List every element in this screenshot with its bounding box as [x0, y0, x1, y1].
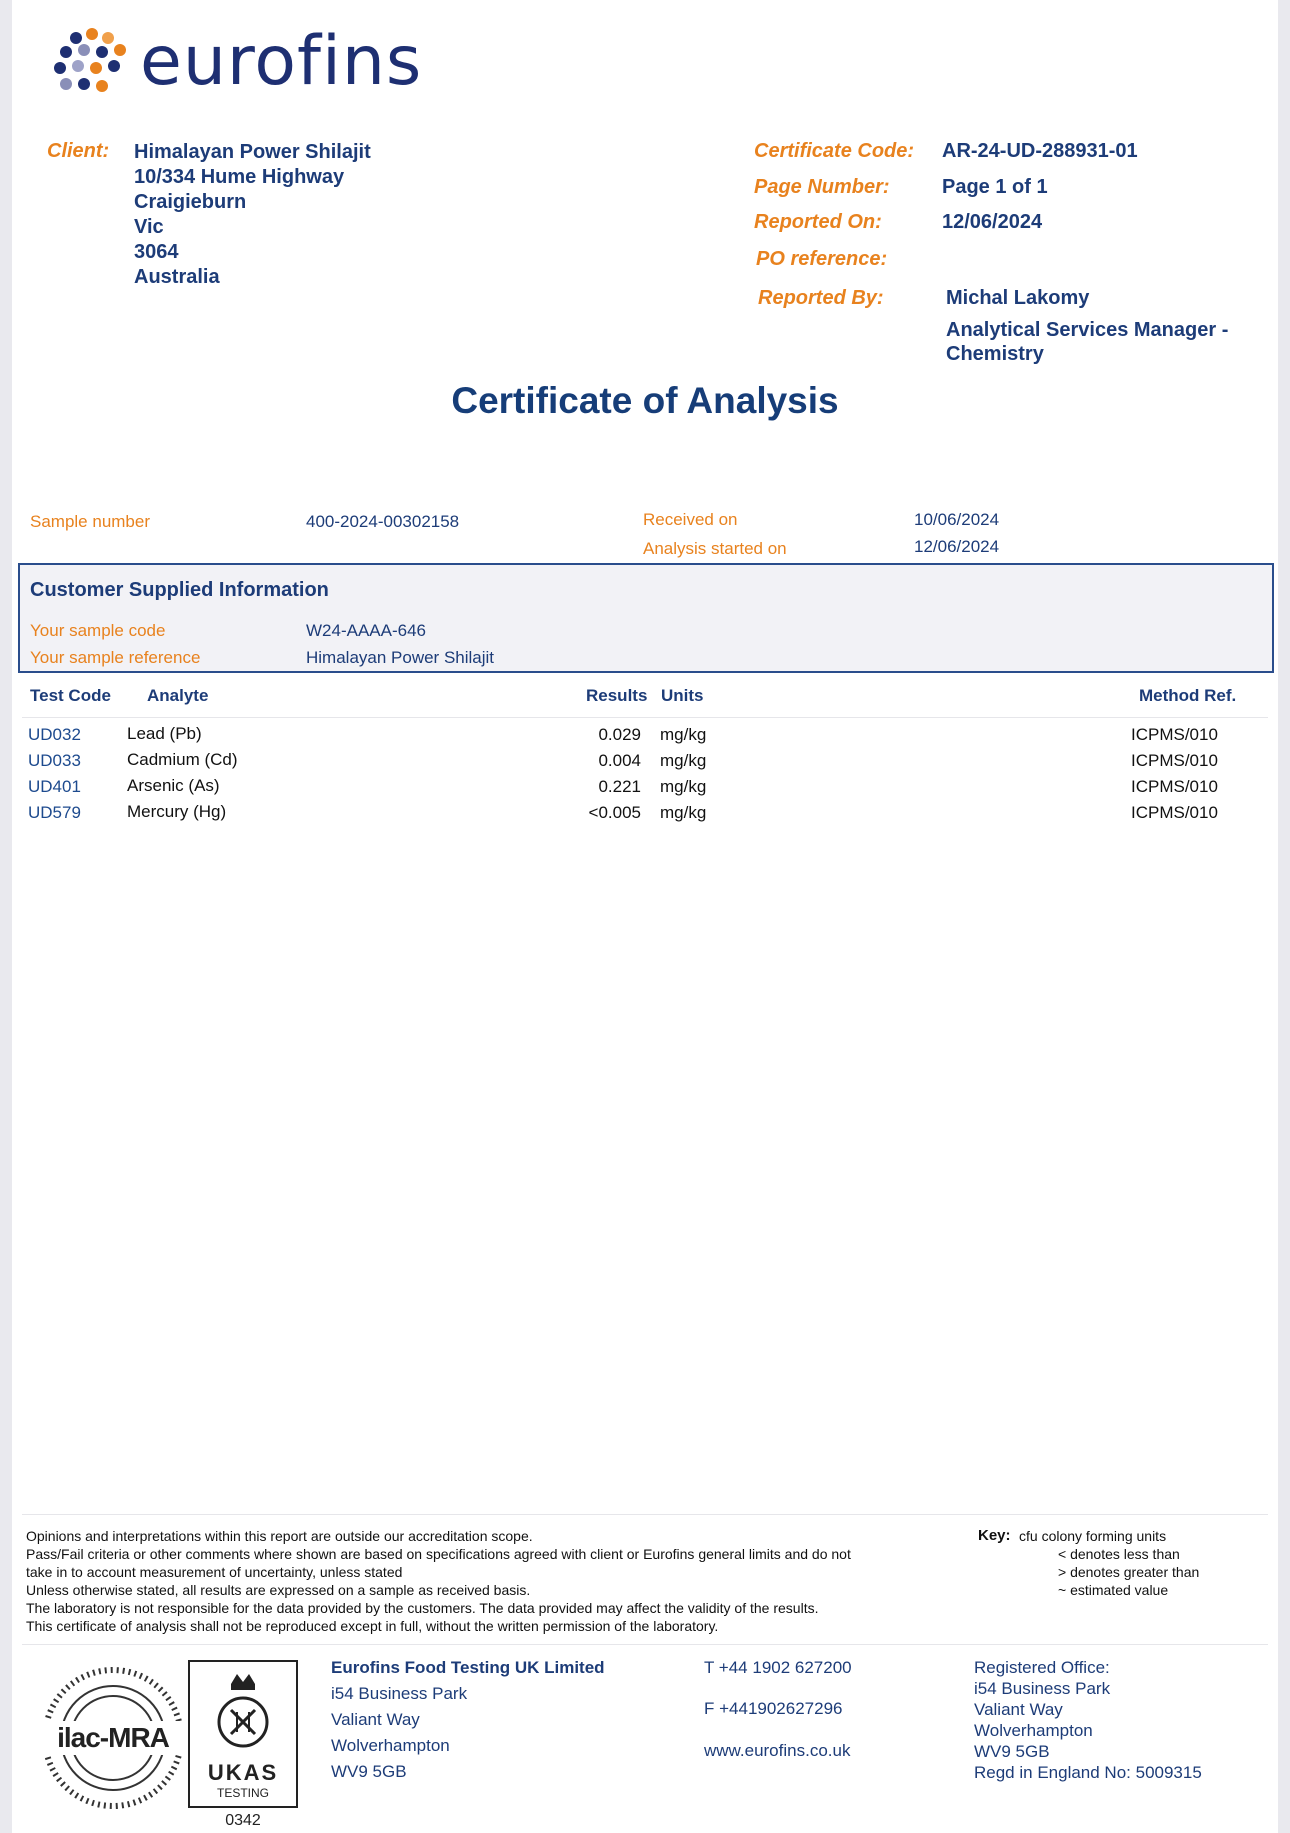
client-line: Australia: [134, 266, 220, 288]
client-line: 3064: [134, 241, 179, 263]
registered-line: Registered Office:: [974, 1658, 1110, 1677]
analysis-started-value: 12/06/2024: [914, 537, 1000, 556]
customer-info-box: [18, 563, 1274, 673]
po-reference-label: PO reference:: [756, 248, 888, 270]
registered-office: [974, 1657, 1202, 1783]
sample-reference-label: Your sample reference: [30, 648, 201, 667]
certificate-code-value: AR-24-UD-288931-01: [942, 140, 1138, 162]
result-cell: 0.221: [598, 777, 641, 796]
registered-line: Valiant Way: [974, 1700, 1063, 1719]
unit-cell: mg/kg: [660, 803, 707, 822]
analyte-cell: Lead (Pb): [127, 724, 202, 743]
eurofins-logo-text: eurofins: [140, 22, 423, 101]
note-line: Opinions and interpretations within this report are outside our accreditation scope.: [26, 1528, 533, 1544]
reported-on-value: 12/06/2024: [942, 211, 1043, 233]
sample-code-value: W24-AAAA-646: [306, 621, 426, 640]
result-cell: 0.004: [598, 751, 641, 770]
ukas-logo: [188, 1660, 298, 1808]
note-line: Unless otherwise stated, all results are expressed on a sample as received basis.: [26, 1582, 531, 1598]
analyte-cell: Cadmium (Cd): [127, 750, 238, 769]
ukas-text: UKAS: [207, 1760, 279, 1785]
sample-number-label: Sample number: [30, 512, 151, 531]
test-code-cell: UD401: [28, 777, 81, 796]
col-method-ref: Method Ref.: [1139, 686, 1237, 705]
ilac-mra-logo: [40, 1665, 186, 1811]
page-number-value: Page 1 of 1: [942, 176, 1048, 198]
registered-line: Wolverhampton: [974, 1721, 1093, 1740]
certificate-page: [12, 0, 1278, 1833]
result-cell: <0.005: [588, 803, 641, 822]
reported-by-role-2: Chemistry: [946, 343, 1044, 365]
col-analyte: Analyte: [147, 686, 209, 705]
key-item: ~ estimated value: [1058, 1582, 1169, 1598]
address-line: Valiant Way: [331, 1710, 420, 1729]
note-line: Pass/Fail criteria or other comments where shown are based on specifications agreed with client or Eurofins general limits and do not: [26, 1546, 851, 1562]
key-item: < denotes less than: [1058, 1546, 1180, 1562]
certificate-code-label: Certificate Code:: [754, 140, 915, 162]
reported-by-name: Michal Lakomy: [946, 287, 1090, 309]
test-code-cell: UD032: [28, 725, 81, 744]
unit-cell: mg/kg: [660, 777, 707, 796]
address-line: Wolverhampton: [331, 1736, 450, 1755]
received-on-value: 10/06/2024: [914, 510, 1000, 529]
client-line: Himalayan Power Shilajit: [134, 141, 371, 163]
address-line: i54 Business Park: [331, 1684, 468, 1703]
sample-code-label: Your sample code: [30, 621, 166, 640]
page-title: Certificate of Analysis: [451, 380, 839, 421]
client-label: Client:: [47, 140, 110, 162]
method-cell: ICPMS/010: [1131, 777, 1218, 796]
result-cell: 0.029: [598, 725, 641, 744]
eurofins-logo-icon: [52, 28, 142, 98]
table-header-divider: [22, 717, 1268, 718]
client-line: Craigieburn: [134, 191, 247, 213]
client-line: 10/334 Hume Highway: [134, 166, 345, 188]
company-name: Eurofins Food Testing UK Limited: [331, 1658, 605, 1677]
address-line: WV9 5GB: [331, 1762, 407, 1781]
registered-line: Regd in England No: 5009315: [974, 1763, 1202, 1782]
footer-divider: [22, 1644, 1268, 1645]
key-item: > denotes greater than: [1058, 1564, 1200, 1580]
unit-cell: mg/kg: [660, 725, 707, 744]
col-test-code: Test Code: [30, 686, 111, 705]
key-label: Key:: [978, 1527, 1011, 1544]
test-code-cell: UD579: [28, 803, 81, 822]
received-on-label: Received on: [643, 510, 738, 529]
registered-line: i54 Business Park: [974, 1679, 1111, 1698]
reported-on-label: Reported On:: [754, 211, 882, 233]
company-address: [331, 1655, 605, 1785]
method-cell: ICPMS/010: [1131, 803, 1218, 822]
website-link[interactable]: www.eurofins.co.uk: [704, 1741, 851, 1760]
sample-number-value: 400-2024-00302158: [306, 512, 460, 531]
note-line: take in to account measurement of uncertainty, unless stated: [26, 1564, 403, 1580]
ukas-crown-icon: [209, 1670, 277, 1752]
method-cell: ICPMS/010: [1131, 725, 1218, 744]
sample-reference-value: Himalayan Power Shilajit: [306, 648, 495, 667]
client-address: [134, 140, 371, 290]
ilac-text: ilac-MRA: [40, 1721, 186, 1755]
reported-by-role: Analytical Services Manager -: [946, 319, 1229, 341]
test-code-cell: UD033: [28, 751, 81, 770]
notes-divider: [22, 1514, 1268, 1515]
analysis-started-label: Analysis started on: [643, 539, 787, 558]
fax-number: F +441902627296: [704, 1699, 843, 1718]
analyte-cell: Arsenic (As): [127, 776, 220, 795]
customer-info-heading: Customer Supplied Information: [30, 579, 329, 601]
reported-by-label: Reported By:: [758, 287, 884, 309]
note-line: The laboratory is not responsible for the data provided by the customers. The data provided may affect the validity of the results.: [26, 1600, 819, 1616]
note-line: This certificate of analysis shall not be reproduced except in full, without the written permission of the laboratory.: [26, 1618, 719, 1634]
col-units: Units: [661, 686, 704, 705]
method-cell: ICPMS/010: [1131, 751, 1218, 770]
registered-line: WV9 5GB: [974, 1742, 1050, 1761]
col-results: Results: [586, 686, 648, 705]
disclaimer-notes: [26, 1527, 976, 1635]
ukas-testing-text: TESTING: [216, 1786, 269, 1800]
page-number-label: Page Number:: [754, 176, 890, 198]
ukas-number: 0342: [225, 1812, 261, 1829]
client-line: Vic: [134, 216, 164, 238]
key-item: cfu colony forming units: [1019, 1528, 1167, 1544]
analyte-cell: Mercury (Hg): [127, 802, 227, 821]
unit-cell: mg/kg: [660, 751, 707, 770]
phone-number: T +44 1902 627200: [704, 1658, 852, 1677]
